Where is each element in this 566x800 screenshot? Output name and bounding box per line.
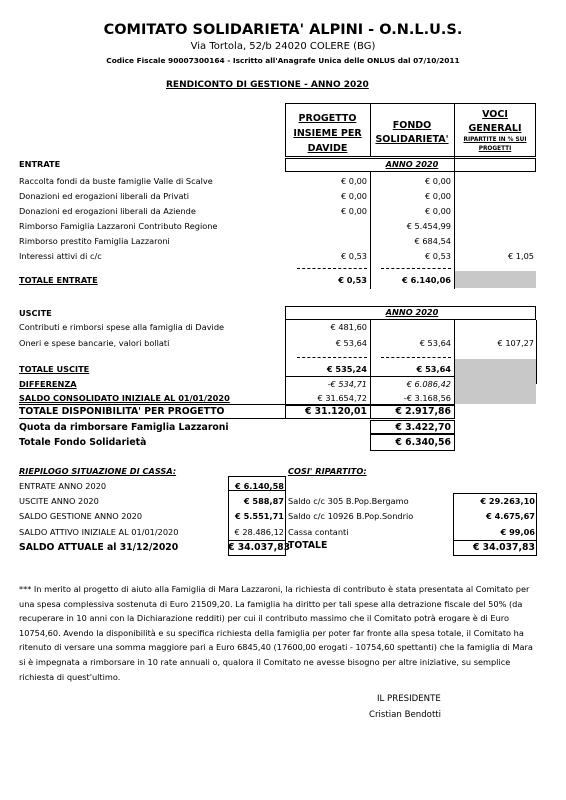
entrate-row-label: Rimborso Famiglia Lazzaroni Contributo Regione (19, 221, 218, 231)
entrate-row-fondo: € 684,54 (414, 236, 451, 246)
entrate-row-progetto: € 0,53 (340, 251, 367, 261)
uscite-row-voci: € 107,27 (497, 338, 534, 348)
col-voci-header: VOCI GENERALI (468, 109, 522, 134)
riepilogo-row-value: € 5.551,71 (235, 511, 284, 521)
riepilogo-row-label: SALDO ATTIVO INIZIALE AL 01/01/2020 (19, 527, 179, 537)
col-voci-note: RIPARTITE IN % SUI PROGETTI (463, 137, 527, 152)
uscite-row-label: Contributi e rimborsi spese alla famiglia di Davide (19, 322, 225, 332)
ripartito-total-value: € 34.037,83 (472, 542, 535, 553)
quota-label: Quota da rimborsare Famiglia Lazzaroni (19, 422, 229, 433)
entrate-row-label: Donazioni ed erogazioni liberali da Privati (19, 191, 190, 201)
org-address: Via Tortola, 52/b 24020 COLERE (BG) (190, 41, 376, 52)
totale-entrate-fondo: € 6.140,06 (402, 275, 451, 285)
uscite-title: USCITE (19, 308, 52, 318)
riepilogo-row-value: € 588,87 (243, 496, 284, 506)
uscite-row-label: Oneri e spese bancarie, valori bollati (19, 338, 170, 348)
differenza-progetto: -€ 534,71 (327, 379, 367, 389)
entrate-row-fondo: € 0,00 (424, 191, 451, 201)
org-name: COMITATO SOLIDARIETA' ALPINI - O.N.L.U.S. (103, 22, 463, 38)
ripartito-row-value: € 4.675,67 (486, 511, 535, 521)
saldo-iniziale-label: SALDO CONSOLIDATO INIZIALE AL 01/01/2020 (19, 393, 230, 403)
entrate-row-label: Interessi attivi di c/c (19, 251, 102, 261)
saldo-iniziale-fondo: -€ 3.168,56 (403, 393, 451, 403)
fondo-totale-fondo: € 6.340,56 (395, 437, 451, 448)
riepilogo-row-label: ENTRATE ANNO 2020 (19, 481, 107, 491)
saldo-attuale-value: € 34.037,83 (228, 542, 291, 553)
entrate-row-fondo: € 0,53 (424, 251, 451, 261)
report-title: RENDICONTO DI GESTIONE - ANNO 2020 (166, 80, 369, 90)
ripartito-row-value: € 99,06 (500, 527, 535, 537)
riepilogo-row-value: € 6.140,58 (235, 481, 284, 491)
riepilogo-title: RIEPILOGO SITUAZIONE DI CASSA: (19, 466, 177, 476)
uscite-row-fondo: € 53,64 (419, 338, 451, 348)
entrate-row-label: Rimborso prestito Famiglia Lazzaroni (19, 236, 170, 246)
quota-fondo: € 3.422,70 (395, 422, 451, 433)
entrate-row-voci: € 1,05 (507, 251, 534, 261)
saldo-iniziale-progetto: € 31.654,72 (317, 393, 367, 403)
ripartito-total-label: TOTALE (288, 540, 328, 551)
disponibilita-progetto: € 31.120,01 (304, 406, 367, 417)
entrate-title: ENTRATE (19, 159, 61, 169)
note-paragraph: *** In merito al progetto di aiuto alla Famiglia di Mara Lazzaroni, la richiesta di contributo è stata presentata al Comitato per una spesa complessiva sostenuta di Euro 21509,20. La famiglia ha diritto per tali spese alla detrazione fiscale del 50% (da recuperare in 10 anni con la Dichiarazione redditi) per cui il contributo massimo che il Comitato potrà erogare è di Euro 10754,60. Avendo la disponibilità e su specifica richiesta della famiglia per poter far fronte alla spesa totale, il Comitato ha ritenuto di versare una somma maggiore pari a Euro 6845,40 (17600,00 erogati - 10754,60 spettanti) che la famiglia di Mara si è impegnata a rimborsare in 10 rate annuali o, qualora il Comitato ne avesse bisogno per altre iniziative, su semplice richiesta di quest'ultimo. (19, 584, 533, 682)
col-fondo-header: FONDO SOLIDARIETA' (375, 120, 449, 145)
ripartito-row-label: Cassa contanti (288, 527, 349, 537)
ripartito-row-label: Saldo c/c 305 B.Pop.Bergamo (288, 496, 409, 506)
entrate-row-label: Raccolta fondi da buste famiglie Valle di Scalve (19, 176, 213, 186)
signature-role: IL PRESIDENTE (377, 694, 441, 704)
entrate-row-fondo: € 0,00 (424, 176, 451, 186)
ripartito-row-value: € 29.263,10 (480, 496, 535, 506)
entrate-year: ANNO 2020 (385, 159, 439, 169)
entrate-row-fondo: € 0,00 (424, 206, 451, 216)
ripartito-title: COSI' RIPARTITO: (288, 466, 367, 476)
uscite-year: ANNO 2020 (385, 307, 439, 317)
disponibilita-label: TOTALE DISPONIBILITA' PER PROGETTO (19, 406, 225, 417)
differenza-fondo: € 6.086,42 (406, 379, 451, 389)
entrate-row-label: Donazioni ed erogazioni liberali da Aziende (19, 206, 196, 216)
riepilogo-row-value: € 28.486,12 (234, 527, 284, 537)
entrate-row-progetto: € 0,00 (340, 191, 367, 201)
totale-entrate-progetto: € 0,53 (338, 275, 367, 285)
totale-entrate-label: TOTALE ENTRATE (19, 275, 98, 285)
ripartito-row-label: Saldo c/c 10926 B.Pop.Sondrio (288, 511, 414, 521)
totale-uscite-fondo: € 53,64 (416, 364, 451, 374)
entrate-row-fondo: € 5.454,99 (406, 221, 451, 231)
riepilogo-row-label: SALDO GESTIONE ANNO 2020 (19, 511, 143, 521)
totale-uscite-progetto: € 535,24 (326, 364, 367, 374)
differenza-label: DIFFERENZA (19, 379, 77, 389)
org-fiscal: Codice Fiscale 90007300164 - Iscritto all'Anagrafe Unica delle ONLUS dal 07/10/2011 (106, 56, 460, 65)
totale-uscite-label: TOTALE USCITE (19, 364, 90, 374)
saldo-attuale-label: SALDO ATTUALE al 31/12/2020 (19, 542, 179, 553)
fondo-totale-label: Totale Fondo Solidarietà (19, 437, 147, 448)
entrate-row-progetto: € 0,00 (340, 176, 367, 186)
entrate-row-progetto: € 0,00 (340, 206, 367, 216)
col-progetto-header: PROGETTO INSIEME PER DAVIDE (293, 113, 362, 154)
disponibilita-fondo: € 2.917,86 (395, 406, 451, 417)
signature-name: Cristian Bendotti (369, 710, 442, 720)
uscite-row-progetto: € 53,64 (335, 338, 367, 348)
riepilogo-row-label: USCITE ANNO 2020 (19, 496, 99, 506)
uscite-row-progetto: € 481,60 (330, 322, 367, 332)
